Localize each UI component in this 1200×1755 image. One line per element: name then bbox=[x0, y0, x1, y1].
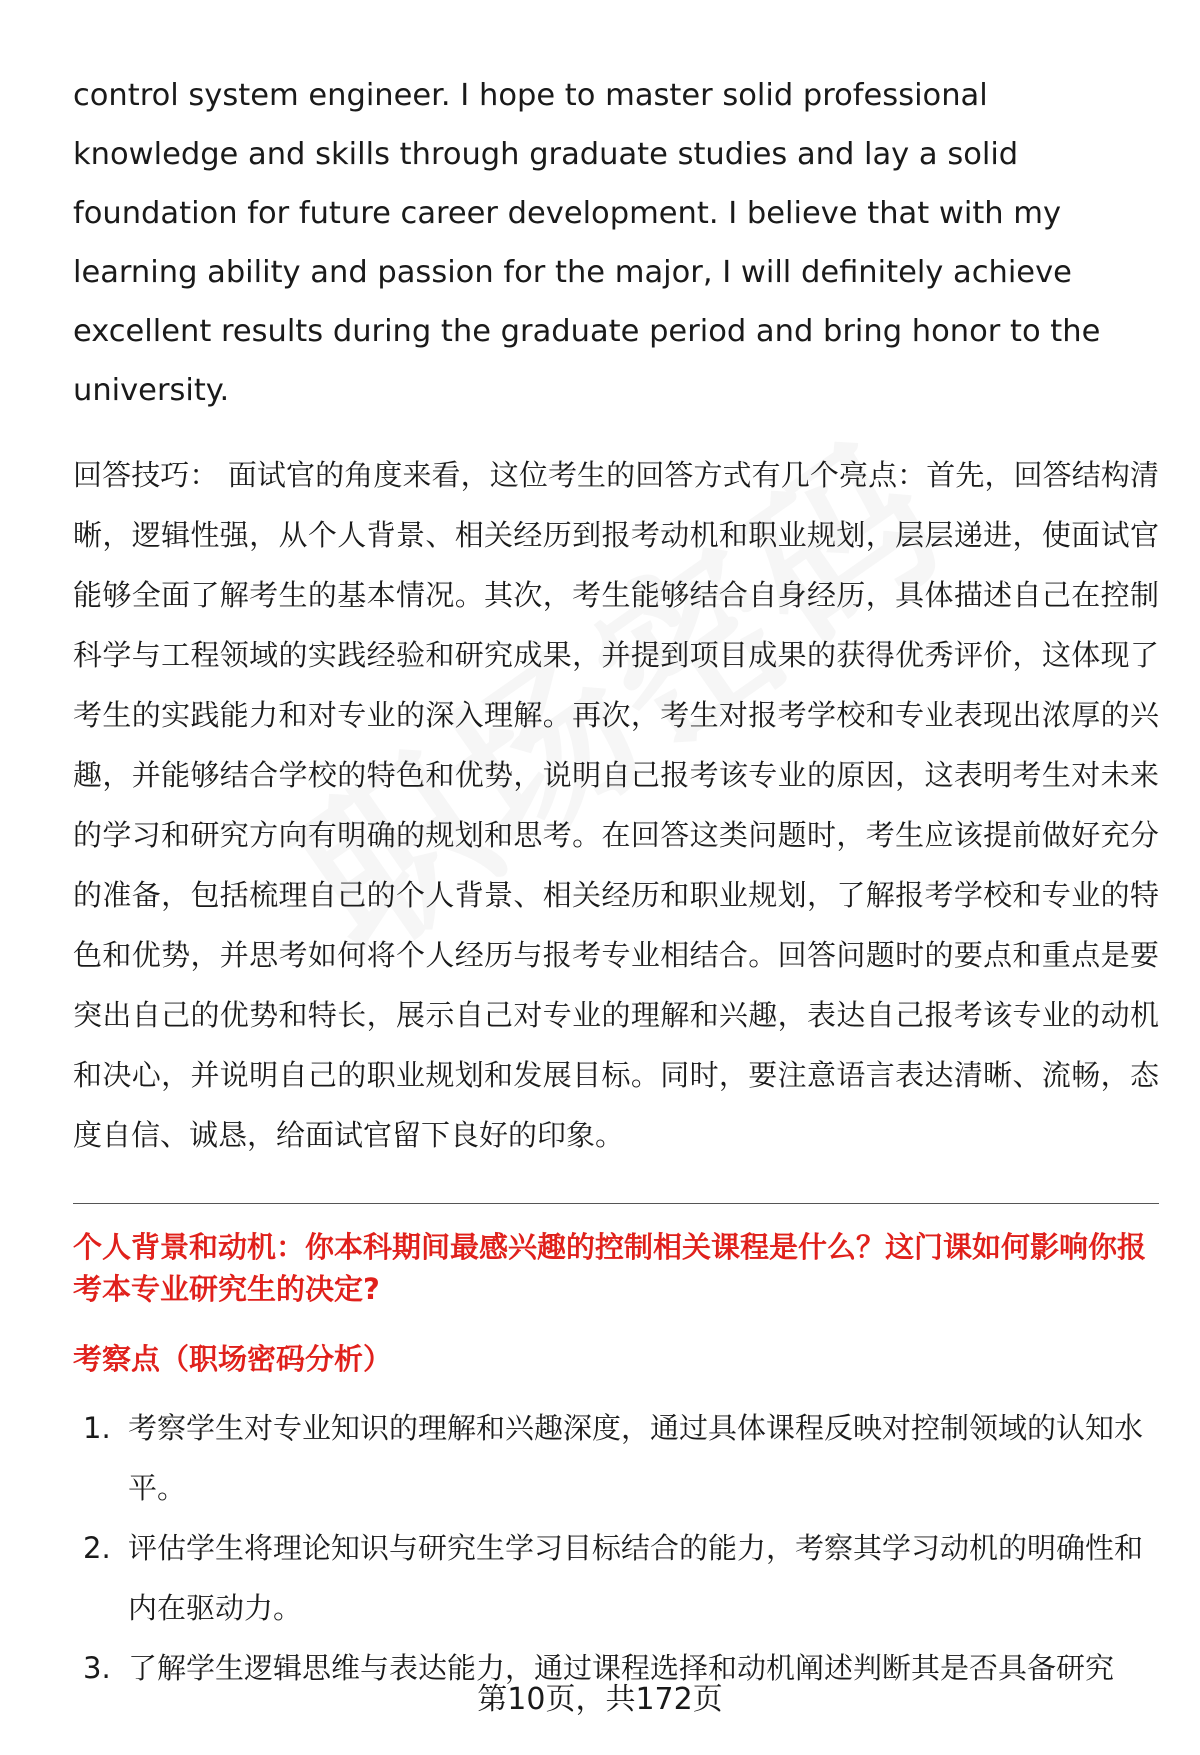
list-number: 2. bbox=[83, 1531, 111, 1565]
page-number-footer: 第10页，共172页 bbox=[477, 1682, 723, 1717]
assessment-points-list bbox=[73, 1398, 1159, 1698]
list-number: 3. bbox=[83, 1651, 111, 1685]
list-number: 1. bbox=[83, 1411, 111, 1445]
answer-tips-paragraph: 回答技巧： 面试官的角度来看，这位考生的回答方式有几个亮点：首先，回答结构清晰，逻辑性强，从个人背景、相关经历到报考动机和职业规划，层层递进，使面试官能够全面了解考生的基本情况。其次，考生能够结合自身经历，具体描述自己在控制科学与工程领域的实践经验和研究成果，并提到项目成果的获得优秀评价，这体现了考生的实践能力和对专业的深入理解。再次，考生对报考学校和专业表现出浓厚的兴趣，并能够结合学校的特色和优势，说明自己报考该专业的原因，这表明考生对未来的学习和研究方向有明确的规划和思考。在回答这类问题时，考生应该提前做好充分的准备，包括梳理自己的个人背景、相关经历和职业规划，了解报考学校和专业的特色和优势，并思考如何将个人经历与报考专业相结合。回答问题时的要点和重点是要突出自己的优势和特长，展示自己对专业的理解和兴趣，表达自己报考该专业的动机和决心，并说明自己的职业规划和发展目标。同时，要注意语言表达清晰、流畅，态度自信、诚恳，给面试官留下良好的印象。 bbox=[73, 458, 1159, 1152]
document-page bbox=[73, 66, 1159, 1698]
list-item-text: 评估学生将理论知识与研究生学习目标结合的能力，考察其学习动机的明确性和内在驱动力。 bbox=[128, 1531, 1144, 1625]
list-item bbox=[73, 1398, 1159, 1518]
section-title: 考察点（职场密码分析） bbox=[73, 1342, 393, 1376]
list-item bbox=[73, 1518, 1159, 1638]
english-paragraph: control system engineer. I hope to master solid professional knowledge and skills through graduate studies and lay a solid foundation for future career development. I believe that with my learning ability and passion for the major, I will definitely achieve excellent results during the graduate period and bring honor to the university. bbox=[73, 78, 1101, 408]
list-item-text: 了解学生逻辑思维与表达能力，通过课程选择和动机阐述判断其是否具备研究 bbox=[128, 1651, 1115, 1685]
section-divider bbox=[73, 1203, 1159, 1204]
question-heading: 个人背景和动机：你本科期间最感兴趣的控制相关课程是什么？这门课如何影响你报考本专业研究生的决定? bbox=[73, 1230, 1147, 1306]
list-item-text: 考察学生对专业知识的理解和兴趣深度，通过具体课程反映对控制领域的认知水平。 bbox=[128, 1411, 1144, 1505]
